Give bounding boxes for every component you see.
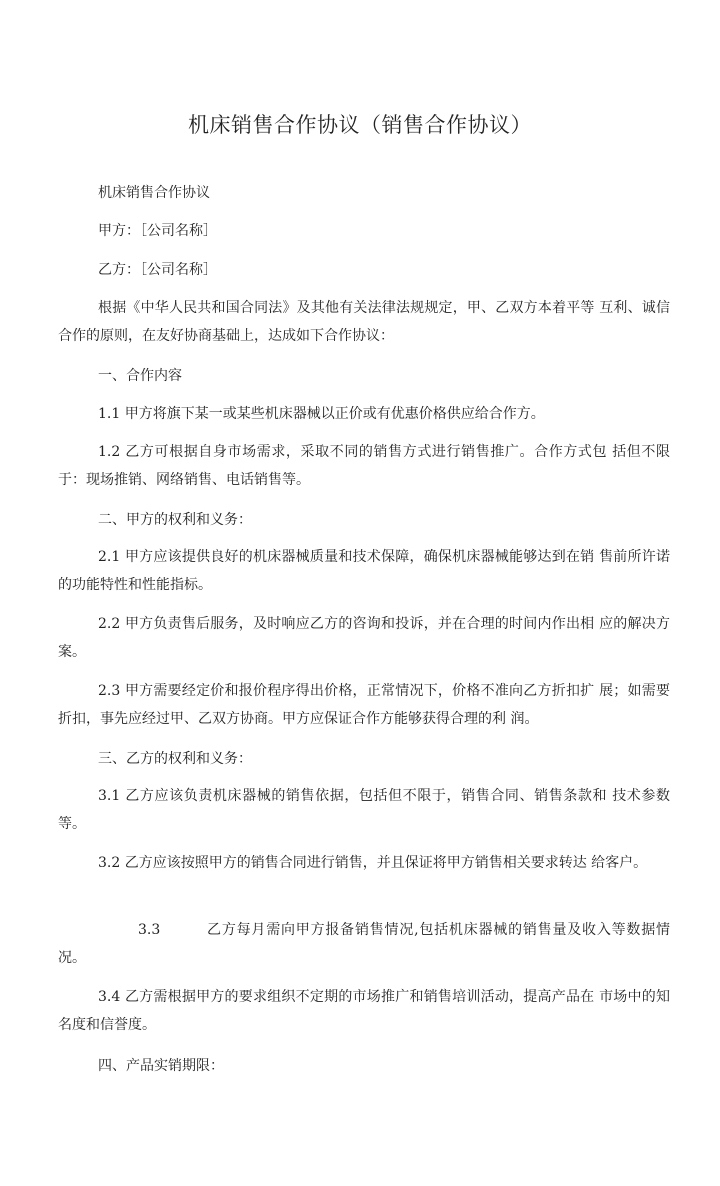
preamble-paragraph: 根据《中华人民共和国合同法》及其他有关法律法规规定，甲、乙双方本着平等 互利、诚信合作的原则，在友好协商基础上，达成如下合作协议： bbox=[58, 300, 670, 344]
clause-2-1: 2.1 甲方应该提供良好的机床器械质量和技术保障，确保机床器械能够达到在销 售前所许诺的功能特性和性能指标。 bbox=[58, 549, 670, 593]
party-a-line: 甲方：［公司名称］ bbox=[98, 223, 217, 239]
clause-3-1: 3.1 乙方应该负责机床器械的销售依据，包括但不限于，销售合同、销售条款和 技术参数等。 bbox=[58, 788, 670, 832]
section-heading-party-b: 三、乙方的权利和义务： bbox=[98, 751, 252, 767]
agreement-subtitle: 机床销售合作协议 bbox=[98, 185, 210, 201]
document-title: 机床销售合作协议（销售合作协议） bbox=[188, 113, 532, 137]
clause-3-3-number: 3.3 bbox=[138, 922, 161, 938]
clause-3-3 bbox=[58, 916, 670, 972]
section-heading-sales-period: 四、产品实销期限： bbox=[98, 1058, 224, 1074]
clause-3-4: 3.4 乙方需根据甲方的要求组织不定期的市场推广和销售培训活动，提高产品在 市场中的知名度和信誉度。 bbox=[58, 989, 670, 1033]
section-heading-party-a: 二、甲方的权利和义务： bbox=[98, 512, 252, 528]
clause-2-2: 2.2 甲方负责售后服务，及时响应乙方的咨询和投诉，并在合理的时间内作出相 应的解决方案。 bbox=[58, 616, 670, 660]
clause-1-1: 1.1 甲方将旗下某一或某些机床器械以正价或有优惠价格供应给合作方。 bbox=[98, 406, 545, 422]
party-b-line: 乙方：［公司名称］ bbox=[98, 262, 217, 278]
clause-2-3: 2.3 甲方需要经定价和报价程序得出价格，正常情况下，价格不准向乙方折扣扩 展；如需要折扣，事先应经过甲、乙双方协商。甲方应保证合作方能够获得合理的利 润。 bbox=[58, 683, 670, 727]
clause-3-2: 3.2 乙方应该按照甲方的销售合同进行销售，并且保证将甲方销售相关要求转达 给客户。 bbox=[98, 855, 648, 871]
section-heading-cooperation: 一、合作内容 bbox=[98, 368, 182, 384]
clause-3-3-text: 乙方每月需向甲方报备销售情况,包括机床器械的销售量及收入等数据情况。 bbox=[58, 922, 670, 966]
clause-1-2: 1.2 乙方可根据自身市场需求，采取不同的销售方式进行销售推广。合作方式包 括但不限于：现场推销、网络销售、电话销售等。 bbox=[58, 444, 670, 488]
